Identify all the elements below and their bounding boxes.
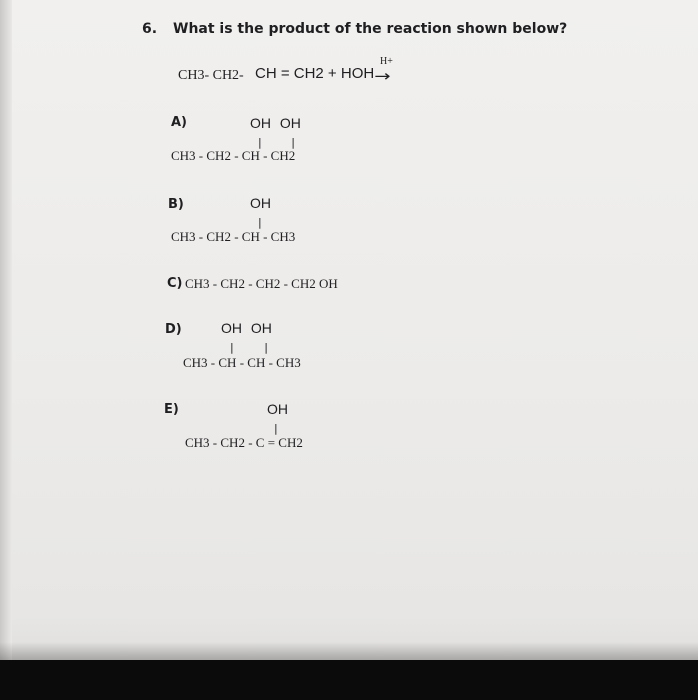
- choice-label: A): [171, 115, 188, 130]
- hydroxyl-groups: OH OH: [221, 320, 272, 336]
- hydroxyl-group: OH: [267, 401, 288, 417]
- hydroxyl-groups: OH OH: [250, 115, 301, 131]
- dark-bottom-border: [0, 660, 698, 700]
- question-number: 6.: [142, 21, 158, 37]
- choice-label: E): [164, 402, 179, 417]
- page-shadow-edge: [0, 0, 12, 700]
- choice-formula: CH3 - CH2 - C = CH2: [185, 435, 303, 450]
- choice-formula: CH3 - CH2 - CH - CH3: [171, 229, 296, 244]
- choice-label: B): [168, 197, 184, 212]
- bond-bars: | |: [230, 341, 268, 354]
- reaction-arrow-icon: →: [374, 67, 391, 85]
- bond-bar: |: [258, 216, 262, 229]
- choice-label: D): [165, 322, 182, 337]
- choice-formula: CH3 - CH - CH - CH3: [183, 355, 301, 370]
- hydroxyl-group: OH: [250, 195, 271, 211]
- question-prompt: What is the product of the reaction shown below?: [173, 21, 568, 37]
- choice-formula: CH3 - CH2 - CH2 - CH2 OH: [185, 276, 338, 291]
- bond-bars: | |: [258, 136, 295, 149]
- catalyst-label: H+: [380, 56, 393, 67]
- reactant-prefix: CH3- CH2-: [178, 68, 244, 83]
- bond-bar: |: [274, 422, 278, 435]
- reactant-alkene-water: CH = CH2 + HOH: [255, 65, 375, 82]
- choice-label: C): [167, 276, 183, 291]
- choice-formula: CH3 - CH2 - CH - CH2: [171, 148, 296, 163]
